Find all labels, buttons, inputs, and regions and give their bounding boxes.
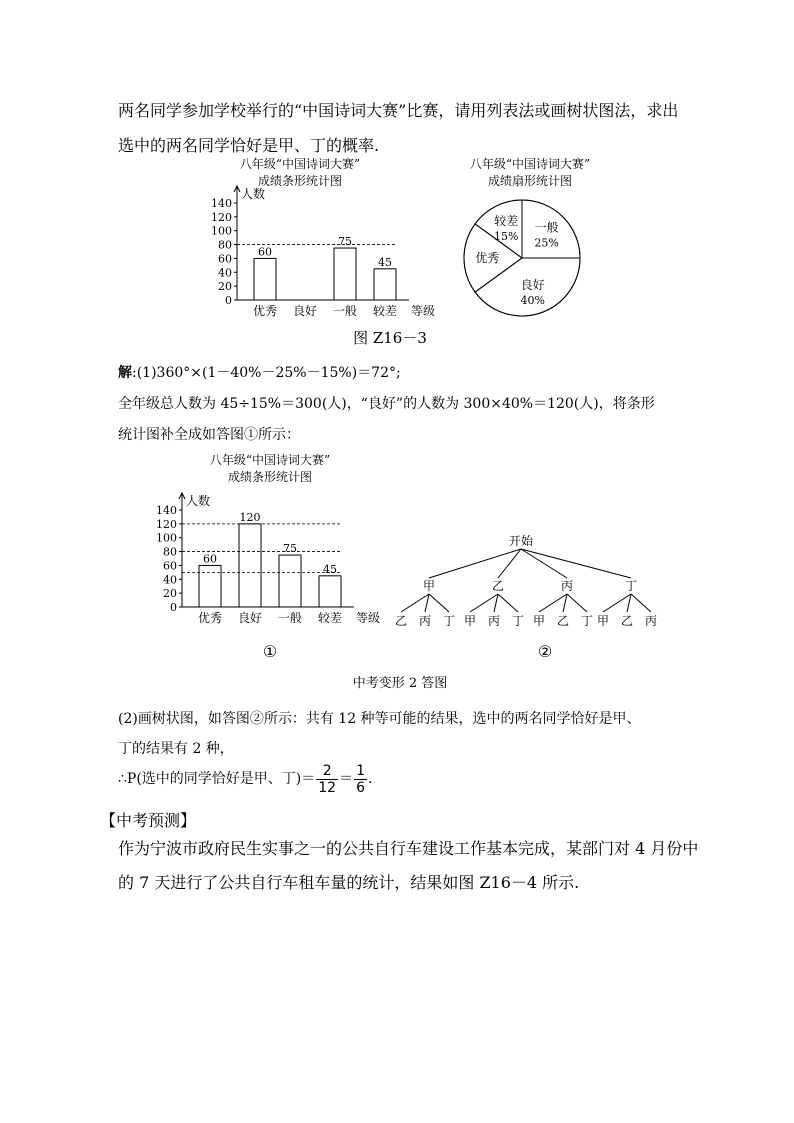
x-axis-label: 等级 [411, 304, 436, 318]
bar [334, 248, 356, 300]
y-tick-label: 100 [156, 531, 177, 545]
fraction-2-numerator: 1 [356, 762, 366, 779]
y-tick-label: 0 [170, 601, 177, 614]
bar1-title-line2: 成绩条形统计图 [257, 174, 342, 188]
y-tick-label: 40 [163, 573, 177, 587]
tree-branch [429, 549, 521, 578]
pie-slice-percent: 15% [493, 229, 519, 243]
equals-sign: ＝ [339, 771, 354, 787]
forecast-line-1: 作为宁波市政府民生实事之一的公共自行车建设工作基本完成，某部门对 4 月份中 [118, 839, 699, 858]
bar-value-label: 75 [338, 235, 352, 249]
fraction-1-numerator: 2 [316, 763, 338, 780]
fraction-2-denominator: 6 [356, 779, 366, 796]
solution-line-2: 全年级总人数为 45÷15%＝300(人)，“良好”的人数为 300×40%＝120(人)，将条形 [118, 396, 655, 412]
tree-branch [603, 594, 631, 612]
bar [239, 524, 261, 607]
y-tick-label: 100 [211, 224, 232, 238]
bar2-title-line2: 成绩条形统计图 [227, 470, 312, 484]
part2-line-2: 丁的结果有 2 种， [118, 741, 234, 757]
y-tick-label: 20 [163, 587, 177, 601]
tree-node-level2: 甲 [532, 614, 546, 628]
probability-end: . [368, 771, 373, 787]
pie-slice-label: 优秀 [475, 251, 500, 265]
tree-branch [498, 549, 521, 578]
tree-node-level2: 丙 [487, 614, 501, 628]
bar [199, 565, 221, 607]
y-tick-label: 40 [218, 266, 232, 280]
tree-node-level2: 乙 [394, 614, 408, 628]
tree-diagram [385, 530, 675, 630]
x-tick-label: 优秀 [252, 304, 278, 318]
probability-prefix: ∴P(选中的同学恰好是甲、丁)＝ [118, 771, 316, 787]
solution-line-1 [118, 362, 698, 382]
tree-node-level2: 乙 [556, 614, 570, 628]
answer-caption: 中考变形 2 答图 [352, 676, 448, 691]
pie-chart [460, 196, 584, 320]
tree-branch [470, 594, 498, 612]
pie-slice-label: 一般 [534, 220, 559, 235]
bar-value-label: 60 [203, 552, 217, 566]
tree-branch [567, 594, 587, 612]
pie-title [445, 156, 615, 190]
fraction-2-12 [316, 763, 338, 796]
y-tick-label: 0 [225, 294, 232, 307]
tree-branch [521, 549, 567, 578]
tree-branch [539, 594, 567, 612]
y-tick-label: 80 [163, 545, 177, 559]
fraction-1-6 [354, 763, 367, 796]
bar2-marker: ① [262, 642, 278, 661]
y-axis-label: 人数 [241, 187, 266, 201]
bar-chart-1 [200, 185, 440, 330]
bar2-title [185, 452, 355, 486]
bar-value-label: 60 [258, 245, 272, 259]
figure-caption: 图 Z16－3 [353, 329, 427, 347]
pie-slice-percent: 25% [534, 236, 559, 250]
bar [254, 258, 276, 300]
tree-branch [521, 549, 631, 578]
pie-slice-label: 良好 [520, 278, 545, 293]
y-tick-label: 80 [218, 238, 232, 252]
tree-branch [498, 594, 518, 612]
tree-branch [631, 594, 651, 612]
y-tick-label: 60 [218, 252, 232, 266]
bar1-title-line1: 八年级“中国诗词大赛” [239, 157, 361, 171]
y-tick-label: 120 [156, 517, 177, 531]
bar-chart-2 [145, 492, 385, 637]
probability-line [118, 762, 698, 796]
pie-title-line1: 八年级“中国诗词大赛” [469, 157, 591, 171]
solution-part1: :(1)360°×(1－40%－25%－15%)＝72°; [132, 365, 401, 381]
tree-marker: ② [537, 642, 553, 661]
tree-node-level2: 乙 [620, 614, 634, 628]
pie-slice-label: 较差 [494, 213, 519, 228]
solution-label: 解 [118, 365, 132, 381]
y-tick-label: 140 [156, 504, 177, 517]
x-tick-label: 较差 [372, 304, 398, 318]
bar-value-label: 75 [283, 542, 297, 556]
y-axis-label: 人数 [186, 494, 211, 508]
part2-line-1: (2)画树状图，如答图②所示：共有 12 种等可能的结果，选中的两名同学恰好是甲、 [118, 711, 641, 727]
tree-node-level2: 丙 [418, 614, 432, 628]
bar [374, 269, 396, 300]
x-axis-label: 等级 [356, 611, 381, 625]
y-tick-label: 60 [163, 559, 177, 573]
tree-node-level1: 乙 [491, 579, 505, 593]
tree-node-level1: 丙 [560, 579, 574, 593]
bar-value-label: 120 [239, 510, 261, 524]
x-tick-label: 一般 [332, 304, 358, 318]
tree-root: 开始 [508, 534, 534, 548]
intro-line-1: 两名同学参加学校举行的“中国诗词大赛”比赛，请用列表法或画树状图法，求出 [118, 101, 679, 120]
tree-node-level2: 甲 [463, 614, 477, 628]
x-tick-label: 良好 [237, 611, 263, 625]
y-tick-label: 20 [218, 280, 232, 294]
bar [279, 555, 301, 607]
y-tick-label: 120 [211, 210, 232, 224]
y-tick-label: 140 [211, 197, 232, 210]
tree-node-level1: 甲 [422, 579, 436, 593]
tree-branch [401, 594, 429, 612]
intro-line-2: 选中的两名同学恰好是甲、丁的概率. [118, 136, 380, 155]
tree-node-level2: 丁 [511, 614, 525, 628]
tree-node-level2: 甲 [596, 614, 610, 628]
tree-node-level1: 丁 [624, 579, 638, 593]
x-tick-label: 优秀 [197, 611, 223, 625]
solution-line-3: 统计图补全成如答图①所示： [118, 427, 300, 443]
x-tick-label: 一般 [277, 611, 303, 625]
x-tick-label: 良好 [292, 304, 318, 318]
pie-slice-percent: 40% [520, 294, 545, 308]
bar-value-label: 45 [378, 255, 392, 269]
tree-node-level2: 丁 [442, 614, 456, 628]
forecast-heading: 【中考预测】 [100, 811, 197, 830]
bar [319, 576, 341, 607]
bar-value-label: 45 [323, 562, 337, 576]
bar2-title-line1: 八年级“中国诗词大赛” [209, 453, 331, 467]
fraction-1-denominator: 12 [318, 779, 337, 796]
x-tick-label: 较差 [317, 611, 343, 625]
tree-branch [429, 594, 449, 612]
forecast-line-2: 的 7 天进行了公共自行车租车量的统计，结果如图 Z16－4 所示. [118, 873, 580, 892]
tree-node-level2: 丁 [580, 614, 594, 628]
pie-title-line2: 成绩扇形统计图 [487, 174, 572, 188]
tree-node-level2: 丙 [644, 614, 658, 628]
